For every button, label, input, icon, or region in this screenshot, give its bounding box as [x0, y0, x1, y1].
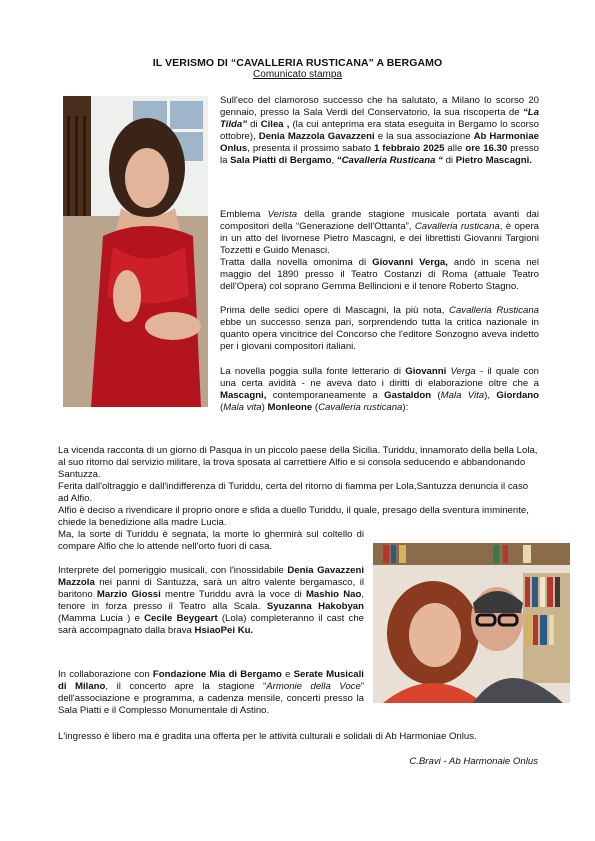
- page-subtitle: Comunicato stampa: [253, 69, 342, 80]
- source-paragraph: La novella poggia sulla fonte letterario di Giovanni Verga - il quale con una certa avidità - ne aveva dato i diritti di elaborazione oltre che a Mascagni, contemporaneamente a Gastaldon (Mala Vita), Giordano (Mala vita) Monleone (Cavalleria rusticana):: [220, 366, 539, 413]
- story-paragraph-2: Ferita dall'oltraggio e dall'indifferenza di Turiddu, certa del ritorno di fiamma per Lola,Santuzza denuncia il caso ad Alfio.: [58, 481, 529, 504]
- admission-paragraph: L'ingresso è libero ma è gradita una offerta per le attività culturali e solidali di Ab Harmoniae Onlus.: [58, 731, 477, 742]
- cast-paragraph: Interprete del pomeriggio musicali, con l'inossidabile Denia Gavazzeni Mazzola nei panni di Santuzza, sarà un altro valente bergamasco, il baritono Marzio Giossi mentre Turiddu avrà la voce di Mashio Nao, tenore in forza presso il Teatro alla Scala. Syuzanna Hakobyan (Mamma Lucia ) e Cecile Beygeart (Lola) completeranno il cast che sarà accompagnato dalla brava HsiaoPei Ku.: [58, 565, 365, 636]
- signature: C.Bravi - Ab Harmonaie Onlus: [409, 756, 538, 767]
- page-title: IL VERISMO DI “CAVALLERIA RUSTICANA" A BERGAMO: [152, 57, 443, 69]
- photo-couple-bookshelves: [373, 543, 570, 703]
- story-paragraph-4: Ma, la sorte di Turiddu è segnata, la morte lo ghermirà sul coltello di compare Alfio che lo attende nell'orto fuori di casa.: [58, 529, 364, 552]
- intro-paragraph: Sull'eco del clamoroso successo che ha salutato, a Milano lo scorso 20 gennaio, presso la Sala Verdi del Conservatorio, la sua riscoperta de “La Tilda” di Cilea , (la cui anteprima era stata eseguita in Bergamo lo scorso ottobre), Denia Mazzola Gavazzeni e la sua associazione Ab Harmoniae Onlus, presenta il prossimo sabato 1 febbraio 2025 alle ore 16.30 presso la Sala Piatti di Bergamo, “Cavalleria Rusticana “ di Pietro Mascagni.: [220, 95, 540, 166]
- story-paragraph-3: Alfio è deciso a rivendicare il proprio onore e sfida a duello Turiddu, il quale, presago della sventura imminente, chiede la benedizione alla madre Lucia.: [58, 505, 529, 528]
- collaboration-paragraph: In collaborazione con Fondazione Mia di Bergamo e Serate Musicali di Milano, il concerto apre la stagione “Armonie della Voce” dell'associazione e programma, a cadenza mensile, concerti presso la Sala Piatti e il Complesso Monumentale di Astino.: [58, 669, 364, 716]
- story-paragraph-1: La vicenda racconta di un giorno di Pasqua in un piccolo paese della Sicilia. Turiddu, innamorato della bella Lola, al suo ritorno dal servizio militare, la trova sposata al carrettiere Alfio e si consola seducendo e abbandonando Santuzza.: [58, 445, 538, 480]
- verismo-paragraph: Emblema Verista della grande stagione musicale portata avanti dai compositori della “Generazione dell'Ottanta”, Cavalleria rusticana, è opera in un atto del livornese Pietro Mascagni, e dei librettisti Giovanni Targioni Tozzetti e Guido Menasci.: [220, 209, 540, 256]
- photo-singer-red-dress: [63, 96, 208, 407]
- success-paragraph: Prima delle sedici opere di Mascagni, la più nota, Cavalleria Rusticana ebbe un successo senza pari, sorprendendo tutta la critica nazionale in quanto opera vincitrice del Concorso che l'editore Sonzogno aveva indetto per i giovani compositori italiani.: [220, 305, 539, 352]
- premiere-paragraph: Tratta dalla novella omonima di Giovanni Verga, andò in scena nel maggio del 1890 presso il Teatro Costanzi di Roma (attuale Teatro dell'Opera) col soprano Gemma Bellincioni e il tenore Roberto Stagno.: [220, 257, 540, 292]
